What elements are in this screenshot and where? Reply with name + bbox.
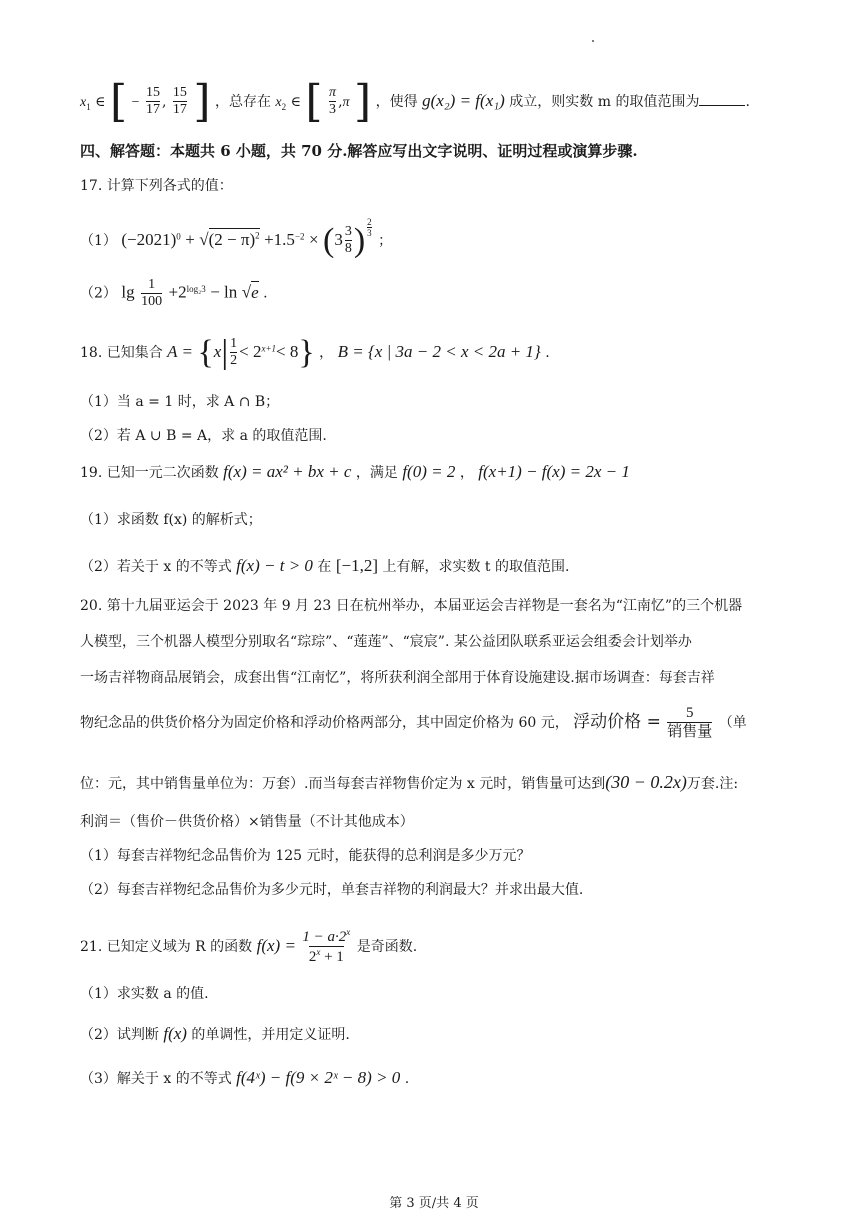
sqrt-icon: √	[199, 230, 209, 249]
q17-part1: （1） $(-2021)^0 + √(2 - \pi)^2 +1.5^{-2} \times (3$ $\frac{3}{8}$ ) $^{\frac{2}{3}}$ ；	[80, 217, 393, 259]
fraction-1-100: $\frac{1}{100}$	[141, 277, 163, 309]
q20-line4: 物纪念品的供货价格分为固定价格和浮动价格两部分，其中固定价格为 60 元， 浮动价格 = $\frac{5}{\text{销售量}}$ （单	[80, 705, 747, 740]
fraction-half: $\frac{1}{2}$	[230, 336, 238, 368]
fraction-right-bound: $\frac{15}{17}$	[172, 85, 187, 117]
q18-part1: （1）当 a = 1 时，求 A ∩ B；	[80, 394, 280, 410]
section-heading: 四、解答题：本题共 6 小题，共 70 分.解答应写出文字说明、证明过程或演算步骤.	[80, 142, 638, 160]
fraction-odd-function: $\frac{1 - a\cdot 2^x}{2^x + 1}$	[302, 927, 351, 965]
q20-line5: 位：元，其中销售量单位为：万套）.而当每套吉祥物售价定为 x 元时，销售量可达到(30 − 0.2x)万套.注:	[80, 772, 739, 792]
left-bracket-1: [	[110, 76, 128, 127]
q19-stem: 19. 已知一元二次函数 f(x) = ax² + bx + c ，满足 f(0) = 2 ， f(x+1) − f(x) = 2x − 1	[80, 462, 630, 481]
corner-mark	[592, 40, 594, 42]
q21-part3: （3）解关于 x 的不等式 f(4ˣ) − f(9 × 2ˣ − 8) > 0 .	[80, 1068, 410, 1087]
q21-part2: （2）试判断 f(x) 的单调性，并用定义证明.	[80, 1024, 350, 1043]
q19-part2: （2）若关于 x 的不等式 f(x) − t > 0 在 [−1,2] 上有解，求实数 t 的取值范围.	[80, 556, 570, 575]
q18-stem: 18. 已知集合 A = {x| $\frac{1}{2}$ < $2^{x+1}< 8$} ， B = {x | 3a − 2 < x < 2a + 1} .	[80, 334, 550, 371]
q20-part2: （2）每套吉祥物纪念品售价为多少元时，单套吉祥物的利润最大？并求出最大值.	[80, 882, 584, 898]
mixed-fraction: $\frac{3}{8}$	[344, 224, 352, 256]
q18-part2: （2）若 A ∪ B = A，求 a 的取值范围.	[80, 428, 327, 444]
q20-line6: 利润＝（售价－供货价格）×销售量（不计其他成本）	[80, 814, 414, 830]
q20-line1: 20. 第十九届亚运会于 2023 年 9 月 23 日在杭州举办，本届亚运会吉祥物是一套名为“江南忆”的三个机器	[80, 598, 743, 614]
left-bracket-2: [	[305, 76, 323, 127]
in-symbol-1: ∈	[95, 94, 106, 110]
q16-continuation: $x_1$ ∈ [ − $\frac{15}{17}$ , $\frac{15}{17}$ ] ，总存在 $x_2$ ∈ [ $\frac{\pi}{3}$ ,π ] ，使得 g(x₂) = f(x₁) 成立，则实数 m 的取值范围为 .	[80, 76, 750, 127]
q20-line2: 人模型，三个机器人模型分别取名“琮琮”、“莲莲”、“宸宸”. 某公益团队联系亚运会组委会计划举办	[80, 634, 692, 650]
fraction-left-bound: $\frac{15}{17}$	[145, 85, 160, 117]
exponent-fraction: 2 3	[367, 217, 372, 239]
var-x1: $x_1$	[80, 95, 91, 112]
q19-part1: （1）求函数 f(x) 的解析式；	[80, 512, 262, 528]
fraction-pi-over-3: $\frac{\pi}{3}$	[329, 85, 337, 117]
fraction-floating-price: $\frac{5}{\text{销售量}}$	[667, 705, 713, 740]
answer-blank	[699, 93, 745, 106]
q20-part1: （1）每套吉祥物纪念品售价为 125 元时，能获得的总利润是多少万元？	[80, 848, 531, 864]
equation-g-f: g(x₂) = f(x₁)	[422, 91, 505, 110]
q20-line3: 一场吉祥物商品展销会，成套出售“江南忆”，将所获利润全部用于体育设施建设.据市场调查：每套吉祥	[80, 670, 715, 686]
sqrt-e-icon: √	[241, 282, 252, 302]
page-footer: 第 3 页/共 4 页	[389, 1196, 479, 1211]
sqrt-content: $(2 - \pi)^2$	[208, 230, 260, 249]
var-x2: $x_2$	[275, 95, 287, 112]
right-bracket-1: ]	[193, 76, 211, 127]
q17-part2: （2） lg $\frac{1}{100}$ $+2^{log_23} - \ln √e$ .	[80, 277, 268, 309]
q21-part1: （1）求实数 a 的值.	[80, 986, 209, 1002]
in-symbol-2: ∈	[290, 94, 301, 110]
q21-stem: 21. 已知定义域为 R 的函数 f(x) = $\frac{1 - a\cdot 2^x}{2^x + 1}$ 是奇函数.	[80, 927, 418, 965]
q17-stem: 17. 计算下列各式的值：	[80, 178, 233, 194]
text-exists: ，总存在	[214, 94, 271, 110]
right-bracket-2: ]	[353, 76, 372, 127]
